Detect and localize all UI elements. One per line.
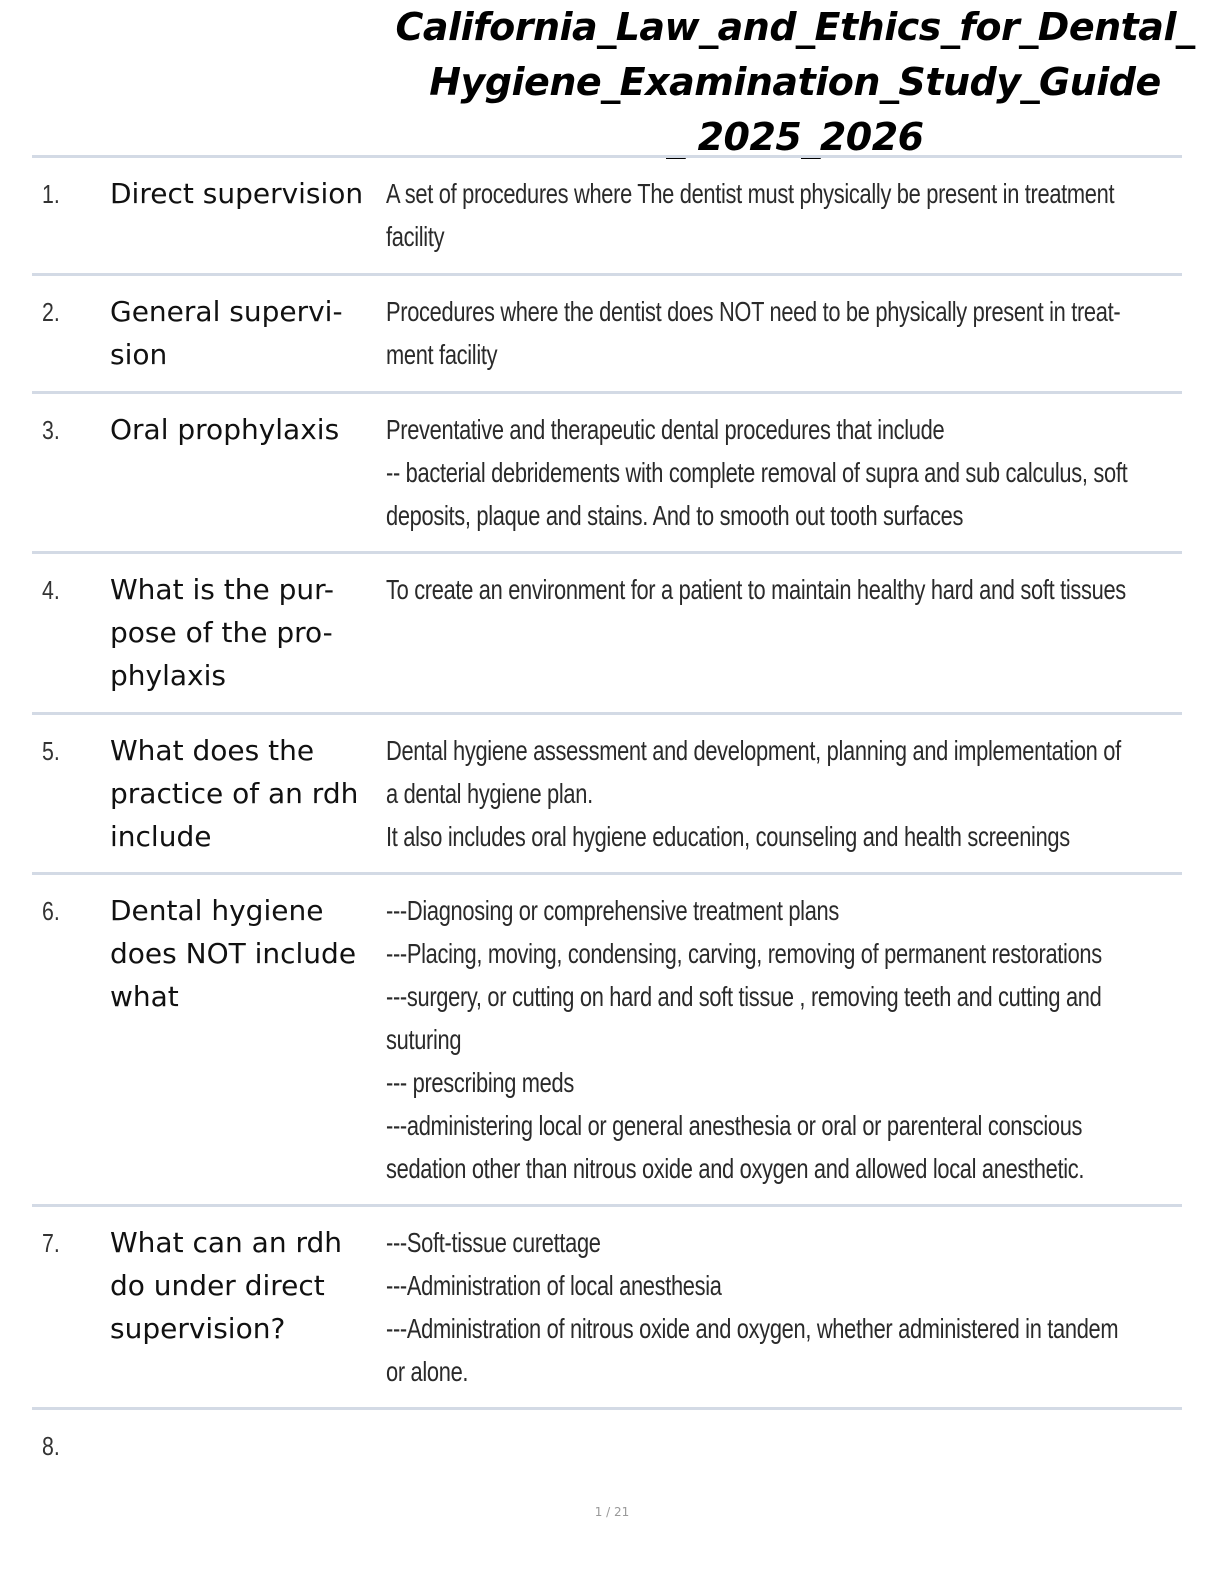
- flashcard-row: [32, 872, 1182, 1204]
- flashcard-row: [32, 155, 1182, 273]
- definition-line: facility: [386, 221, 445, 252]
- card-definition: [386, 889, 1166, 1190]
- definition-line: It also includes oral hygiene education, counseling and health screenings: [386, 821, 1070, 852]
- flashcard-row: [32, 391, 1182, 551]
- definition-line: ---Administration of nitrous oxide and oxygen, whether administered in tandem: [386, 1313, 1119, 1344]
- definition-line: ---Placing, moving, condensing, carving, removing of permanent restorations: [386, 938, 1102, 969]
- flashcard-row: [32, 1204, 1182, 1407]
- title-line: _ 2025_2026: [666, 115, 924, 159]
- term-line: does NOT include: [110, 937, 357, 970]
- card-number: 1.: [42, 179, 60, 209]
- card-definition: [386, 408, 1166, 537]
- flashcard-row: [32, 1407, 1182, 1487]
- card-number: 3.: [42, 415, 60, 445]
- definition-line: deposits, plaque and stains. And to smooth out tooth surfaces: [386, 500, 964, 531]
- definition-line: sedation other than nitrous oxide and oxygen and allowed local anesthetic.: [386, 1153, 1085, 1184]
- card-definition: [386, 1221, 1166, 1393]
- document-title: [380, 0, 1210, 165]
- term-line: What is the pur-: [110, 573, 334, 606]
- definition-line: ---Administration of local anesthesia: [386, 1270, 722, 1301]
- card-term: [110, 1221, 385, 1350]
- term-line: do under direct: [110, 1269, 325, 1302]
- card-definition: [386, 568, 1166, 611]
- card-term: [110, 290, 385, 376]
- term-line: What can an rdh: [110, 1226, 343, 1259]
- card-definition: [386, 729, 1166, 858]
- definition-line: A set of procedures where The dentist must physically be present in treatment: [386, 178, 1115, 209]
- term-line: Direct supervision: [110, 177, 364, 210]
- flashcard-row: [32, 551, 1182, 712]
- card-definition: [386, 290, 1166, 376]
- card-number: 2.: [42, 297, 60, 327]
- card-definition: [386, 172, 1166, 258]
- card-term: [110, 172, 385, 215]
- term-line: What does the: [110, 734, 315, 767]
- definition-line: Preventative and therapeutic dental procedures that include: [386, 414, 945, 445]
- card-number: 7.: [42, 1228, 60, 1258]
- flashcard-row: [32, 273, 1182, 391]
- definition-line: or alone.: [386, 1356, 469, 1387]
- term-line: pose of the pro-: [110, 616, 333, 649]
- card-number: 4.: [42, 575, 60, 605]
- flashcard-row: [32, 712, 1182, 872]
- card-term: [110, 408, 385, 451]
- definition-line: -- bacterial debridements with complete removal of supra and sub calculus, soft: [386, 457, 1128, 488]
- definition-line: ---surgery, or cutting on hard and soft tissue , removing teeth and cutting and: [386, 981, 1102, 1012]
- card-number: 5.: [42, 736, 60, 766]
- page-indicator: 1 / 21: [594, 1505, 630, 1519]
- term-line: supervision?: [110, 1312, 286, 1345]
- definition-line: Dental hygiene assessment and development, planning and implementation of: [386, 735, 1121, 766]
- term-line: Oral prophylaxis: [110, 413, 340, 446]
- term-line: sion: [110, 338, 168, 371]
- card-term: [110, 889, 385, 1018]
- card-term: [110, 568, 385, 697]
- card-number: 6.: [42, 896, 60, 926]
- card-number: 8.: [42, 1431, 60, 1461]
- definition-line: a dental hygiene plan.: [386, 778, 593, 809]
- definition-line: Procedures where the dentist does NOT need to be physically present in treat-: [386, 296, 1121, 327]
- definition-line: ---administering local or general anesthesia or oral or parenteral conscious: [386, 1110, 1083, 1141]
- term-line: what: [110, 980, 179, 1013]
- definition-line: ---Diagnosing or comprehensive treatment plans: [386, 895, 840, 926]
- term-line: phylaxis: [110, 659, 226, 692]
- term-line: include: [110, 820, 212, 853]
- definition-line: suturing: [386, 1024, 462, 1055]
- definition-line: To create an environment for a patient to maintain healthy hard and soft tissues: [386, 574, 1126, 605]
- title-line: California_Law_and_Ethics_for_Dental_: [395, 5, 1195, 49]
- definition-line: --- prescribing meds: [386, 1067, 574, 1098]
- term-line: General supervi-: [110, 295, 343, 328]
- definition-line: ment facility: [386, 339, 498, 370]
- definition-line: ---Soft-tissue curettage: [386, 1227, 601, 1258]
- term-line: Dental hygiene: [110, 894, 324, 927]
- term-line: practice of an rdh: [110, 777, 359, 810]
- flashcard-list: [32, 155, 1182, 1487]
- title-line: Hygiene_Examination_Study_Guide: [429, 60, 1161, 104]
- card-term: [110, 729, 385, 858]
